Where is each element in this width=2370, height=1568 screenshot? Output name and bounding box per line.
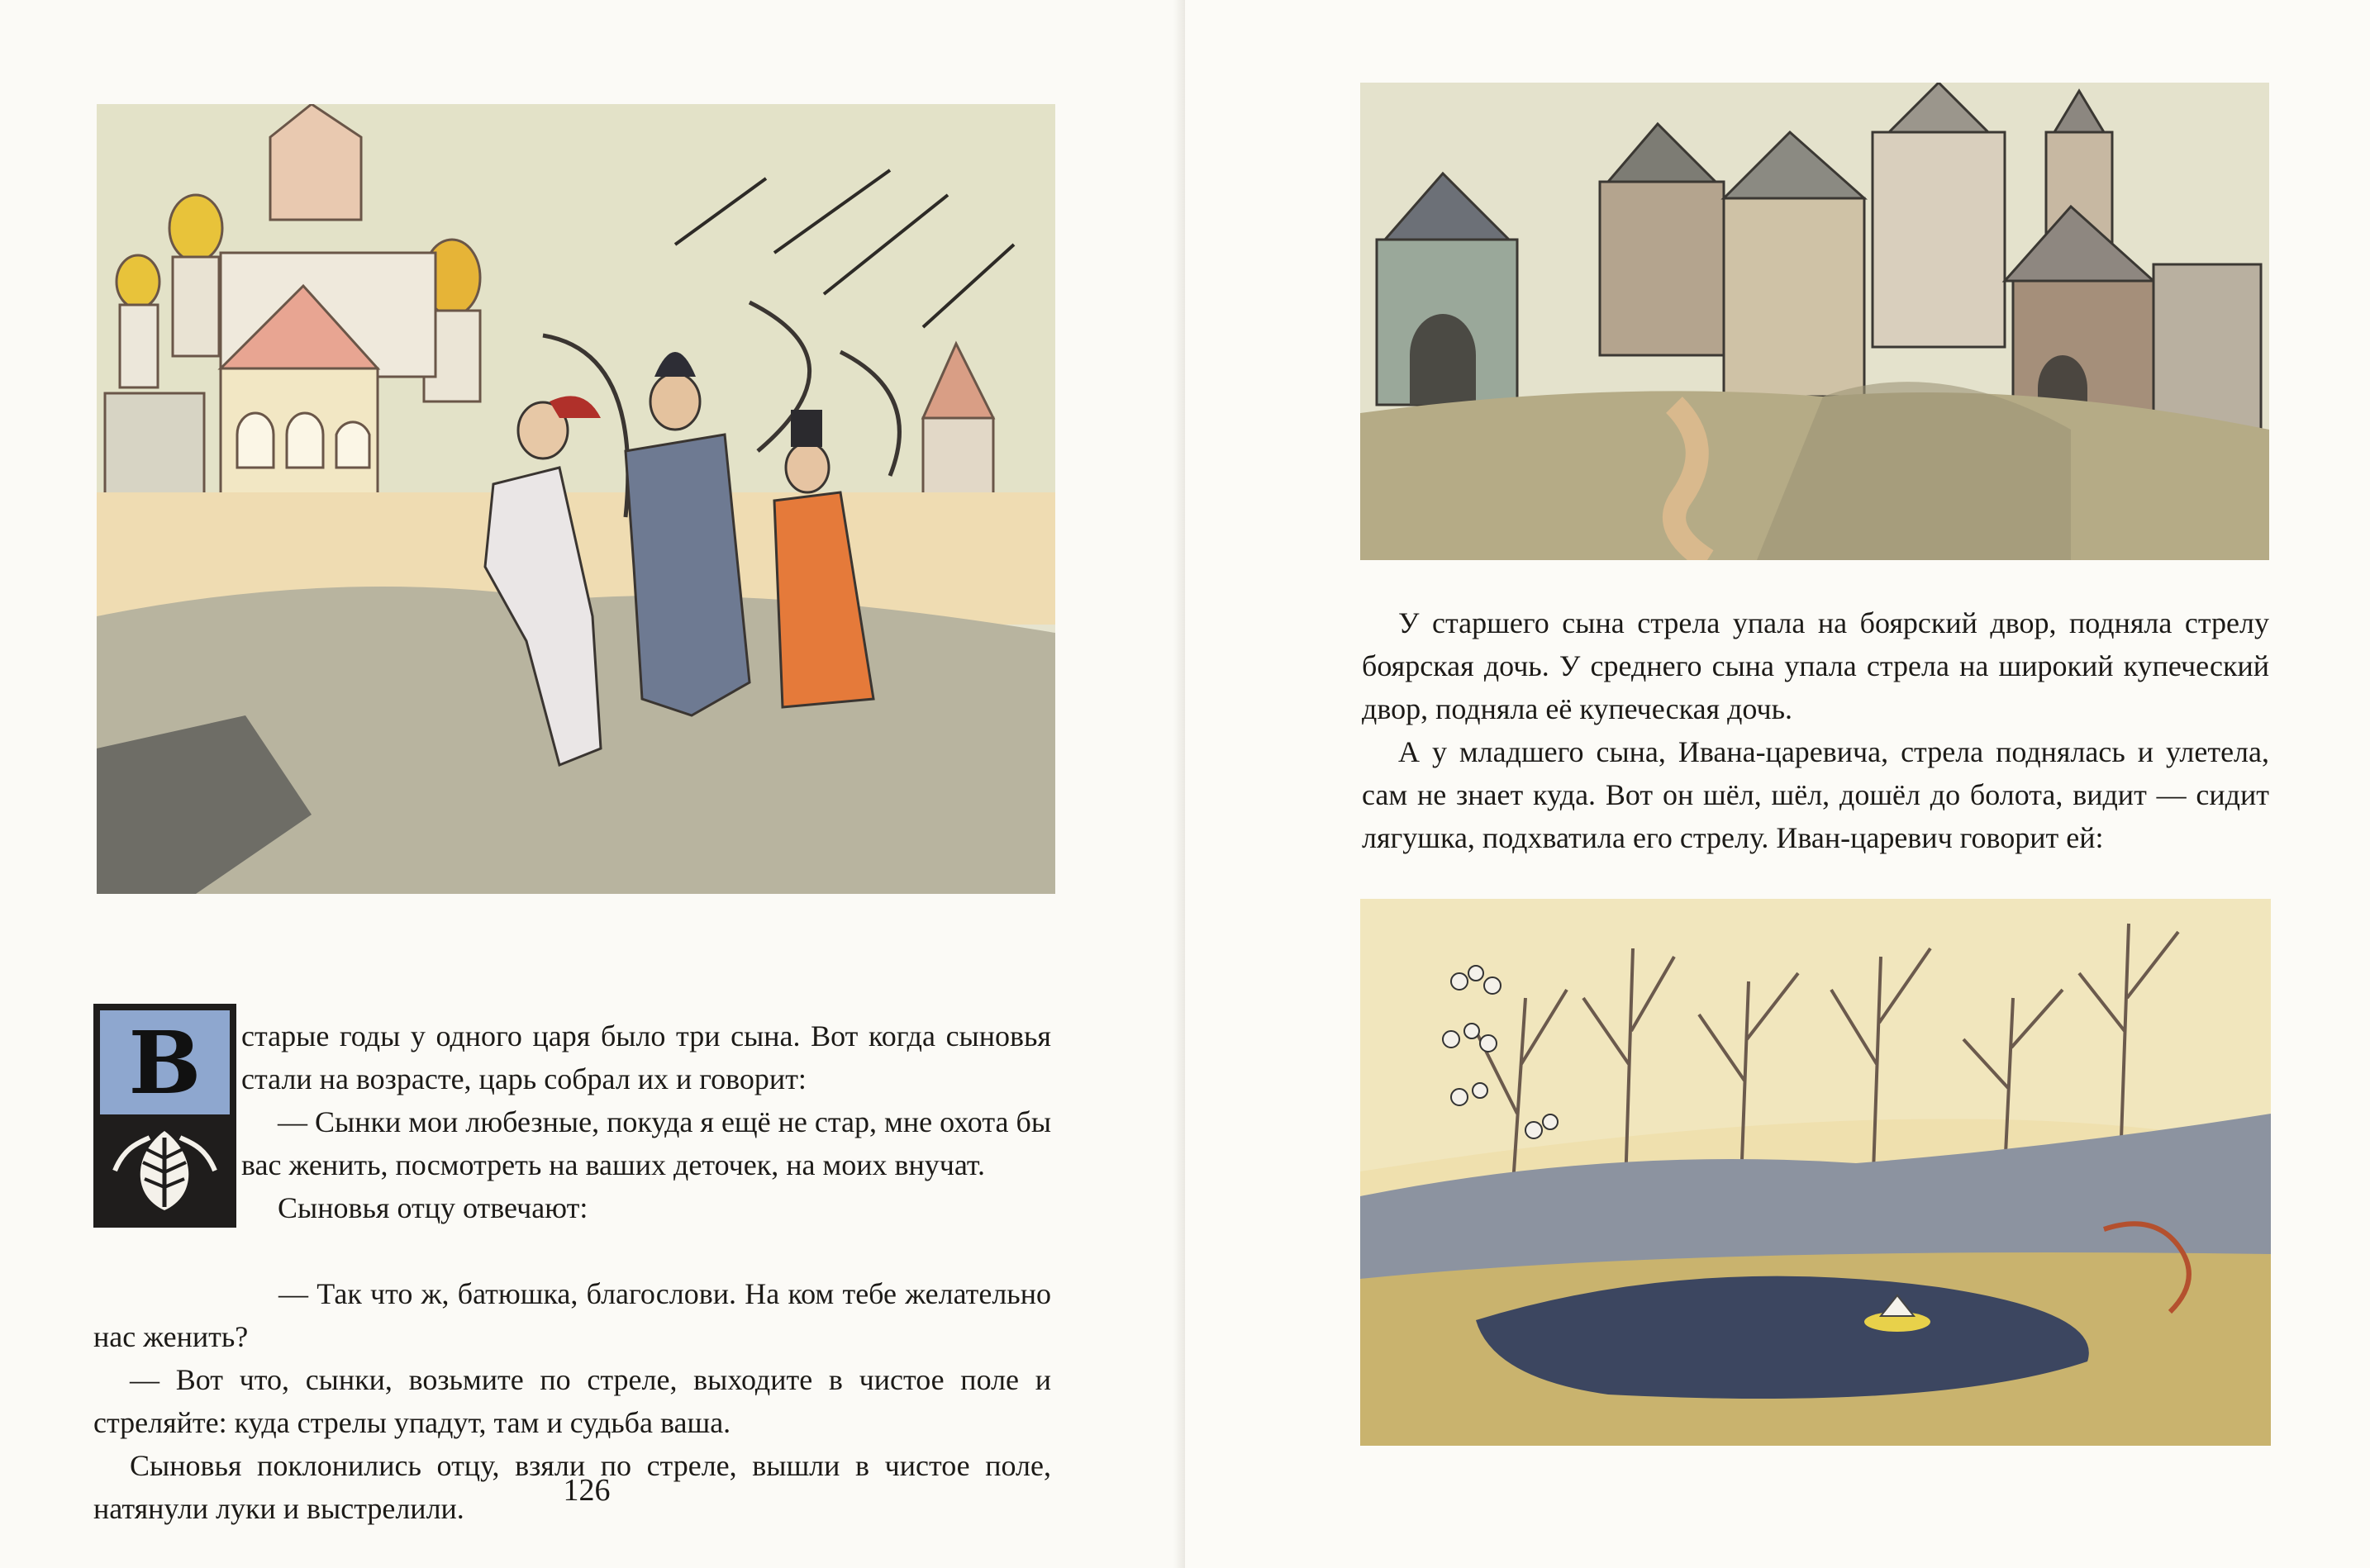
page-number: 126: [563, 1473, 611, 1508]
paragraph-5: — Вот что, сынки, возьмите по стреле, выходите в чистое поле и стреляйте: куда стрелы упадут, там и судьба ваша.: [93, 1363, 1051, 1439]
paragraph-6: Сыновья поклонились отцу, взяли по стреле, вышли в чистое поле, натянули луки и выстрелили.: [93, 1449, 1051, 1525]
paragraph-7: У старшего сына стрела упала на боярский двор, подняла стрелу боярская дочь. У среднего сына упала стрела на широкий купеческий двор, подняла её купеческая дочь.: [1362, 606, 2269, 725]
paragraph-1: старые годы у одного царя было три сына. Вот когда сыновья стали на возрасте, царь собрал их и говорит:: [241, 1019, 1051, 1095]
illustration-archers: [97, 104, 1055, 894]
paragraph-3: Сыновья отцу отвечают:: [278, 1191, 588, 1224]
illustration-town: [1360, 83, 2269, 560]
paragraph-2: — Сынки мои любезные, покуда я ещё не стар, мне охота бы вас женить, посмотреть на ваших деточек, на моих внучат.: [241, 1105, 1051, 1181]
right-page: [1185, 0, 2370, 1568]
drop-cap-letter-panel: [100, 1010, 230, 1114]
right-text: [1362, 601, 2269, 859]
left-text: [241, 1014, 1051, 1100]
illustration-swamp: [1360, 899, 2271, 1446]
paragraph-4: — Так что ж, батюшка, благослови. На ком тебе желательно нас женить?: [93, 1277, 1051, 1353]
left-text-dialog: [241, 1100, 1051, 1229]
paragraph-8: А у младшего сына, Ивана-царевича, стрела поднялась и улетела, сам не знает куда. Вот он шёл, шёл, дошёл до болота, видит — сидит лягушка, подхватила его стрелу. Иван-царевич говорит ей:: [1362, 735, 2269, 854]
drop-cap-letter: В: [128, 1012, 202, 1114]
drop-cap-ornament: [100, 1121, 230, 1221]
drop-cap: [93, 1004, 236, 1228]
